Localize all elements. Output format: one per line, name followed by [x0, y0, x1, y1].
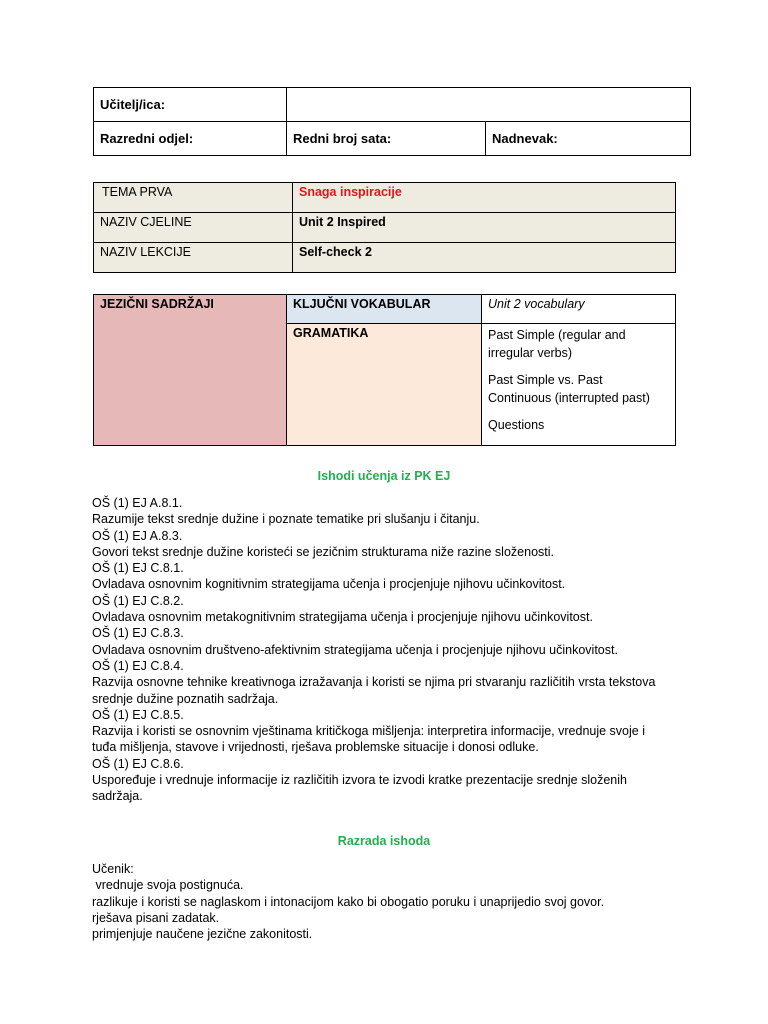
outcome-line: Govori tekst srednje dužine koristeći se jezičnim strukturama niže razine složenosti.	[92, 544, 554, 559]
outcome-line: Ovladava osnovnim metakognitivnim strategijama učenja i procjenjuje njihovu učinkovitost.	[92, 610, 593, 625]
elaboration-heading: Razrada ishoda	[337, 834, 431, 848]
outcome-line: OŠ (1) EJ C.8.3.	[92, 626, 184, 641]
teacher-value[interactable]	[287, 88, 691, 122]
outcome-line: Razumije tekst srednje dužine i poznate tematike pri slušanju i čitanju.	[92, 512, 480, 527]
grammar-item: Past Simple (regular and irregular verbs)	[488, 328, 626, 360]
outcome-line: OŠ (1) EJ A.8.3.	[92, 528, 183, 543]
grammar-item: Past Simple vs. Past Continuous (interrupted past)	[488, 373, 650, 405]
elaboration-line: Učenik:	[92, 862, 134, 876]
outcome-line: OŠ (1) EJ C.8.1.	[92, 561, 184, 576]
vocabulary-label: KLJUČNI VOKABULAR	[287, 295, 482, 324]
lesson-value: Self-check 2	[293, 243, 676, 273]
language-content-label: JEZIČNI SADRŽAJI	[94, 295, 287, 446]
outcome-line: srednje dužine poznatih sadržaja.	[92, 691, 279, 706]
outcome-line: tuđa mišljenja, stavove i vrijednosti, rješava problemske situacije i donosi odluke.	[92, 740, 539, 755]
lesson-number-label: Redni broj sata:	[287, 122, 486, 156]
outcome-line: Razvija osnovne tehnike kreativnoga izražavanja i koristi se njima pri stvaranju različitih vrsta tekstova	[92, 675, 656, 690]
outcome-line: sadržaja.	[92, 789, 143, 804]
info-table	[93, 182, 676, 273]
elaboration-line: rješava pisani zadatak.	[92, 910, 220, 925]
elaboration-line: razlikuje i koristi se naglaskom i intonacijom kako bi obogatio poruku i unaprijedio svoj govor.	[92, 894, 605, 909]
teacher-label: Učitelj/ica:	[94, 88, 287, 122]
topic-label: TEMA PRVA	[94, 183, 293, 213]
outcome-line: Ovladava osnovnim društveno-afektivnim strategijama učenja i procjenjuje njihovu učinkovitost.	[92, 642, 618, 657]
unit-value: Unit 2 Inspired	[293, 213, 676, 243]
outcome-line: OŠ (1) EJ C.8.5.	[92, 707, 184, 722]
grammar-label: GRAMATIKA	[287, 324, 482, 446]
unit-label: NAZIV CJELINE	[94, 213, 293, 243]
vocabulary-value: Unit 2 vocabulary	[482, 295, 676, 324]
outcomes-list	[92, 495, 692, 805]
elaboration-line: primjenjuje naučene jezične zakonitosti.	[92, 927, 313, 942]
outcome-line: OŠ (1) EJ C.8.6.	[92, 756, 184, 771]
outcome-line: Razvija i koristi se osnovnim vještinama kritičkoga mišljenja: interpretira informacije, vrednuje svoje i	[92, 724, 645, 739]
outcome-line: OŠ (1) EJ A.8.1.	[92, 496, 183, 510]
lesson-label: NAZIV LEKCIJE	[94, 243, 293, 273]
outcome-line: Uspoređuje i vrednuje informacije iz različitih izvora te izvodi kratke prezentacije srednje složenih	[92, 773, 627, 788]
header-table	[93, 87, 691, 156]
class-label: Razredni odjel:	[94, 122, 287, 156]
outcomes-heading: Ishodi učenja iz PK EJ	[317, 469, 451, 483]
content-table	[93, 294, 676, 446]
date-label: Nadnevak:	[486, 122, 691, 156]
outcome-line: OŠ (1) EJ C.8.4.	[92, 658, 184, 673]
elaboration-list	[92, 861, 692, 942]
outcome-line: Ovladava osnovnim kognitivnim strategijama učenja i procjenjuje njihovu učinkovitost.	[92, 577, 566, 592]
elaboration-line: vrednuje svoja postignuća.	[92, 878, 244, 893]
outcome-line: OŠ (1) EJ C.8.2.	[92, 593, 184, 608]
topic-value: Snaga inspiracije	[293, 183, 676, 213]
grammar-item: Questions	[488, 418, 545, 432]
grammar-list	[482, 324, 676, 446]
